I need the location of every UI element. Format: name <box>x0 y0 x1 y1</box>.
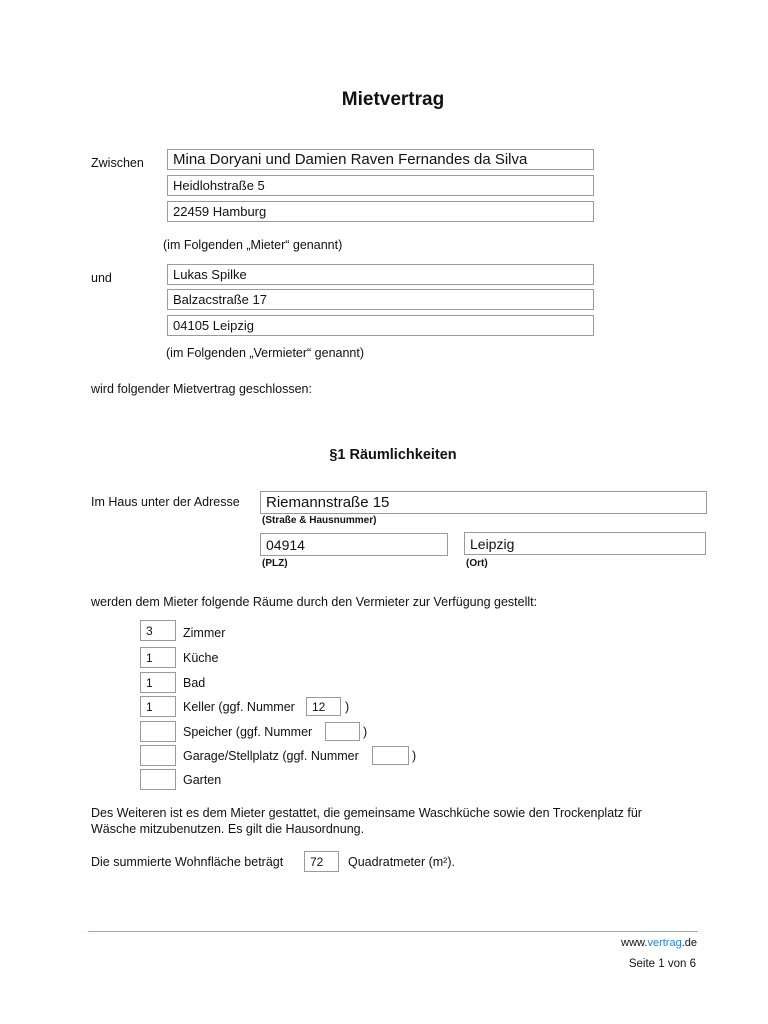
garten-label: Garten <box>183 773 222 787</box>
between-label: Zwischen <box>91 156 144 170</box>
speicher-count-field[interactable] <box>140 721 176 742</box>
speicher-number-field[interactable] <box>325 722 360 741</box>
property-street-field[interactable]: Riemannstraße 15 <box>260 491 707 514</box>
section1-title: §1 Räumlichkeiten <box>329 447 457 463</box>
speicher-close-paren: ) <box>363 725 368 739</box>
keller-number-field[interactable]: 12 <box>306 697 341 716</box>
area-unit: Quadratmeter (m²). <box>348 855 455 869</box>
property-plz-field[interactable]: 04914 <box>260 533 448 556</box>
keller-count-field[interactable]: 1 <box>140 696 176 717</box>
property-city-field[interactable]: Leipzig <box>464 532 706 555</box>
tenant-street-field[interactable]: Heidlohstraße 5 <box>167 175 594 196</box>
footer-link-accent: vertrag <box>647 937 682 949</box>
area-value-field[interactable]: 72 <box>304 851 339 872</box>
landlord-city-field[interactable]: 04105 Leipzig <box>167 315 594 336</box>
laundry-text-line1: Des Weiteren ist es dem Mieter gestattet, die gemeinsame Waschküche sowie den Trockenplatz für <box>91 806 642 820</box>
footer-link-suffix: .de <box>681 937 697 949</box>
tenant-note: (im Folgenden „Mieter“ genannt) <box>163 238 343 252</box>
zimmer-count-field[interactable]: 3 <box>140 620 176 641</box>
kueche-label: Küche <box>183 651 219 665</box>
garage-count-field[interactable] <box>140 745 176 766</box>
rooms-intro: werden dem Mieter folgende Räume durch den Vermieter zur Verfügung gestellt: <box>91 595 538 609</box>
footer-divider <box>88 931 698 932</box>
and-label: und <box>91 271 112 285</box>
bad-label: Bad <box>183 676 206 690</box>
garage-number-field[interactable] <box>372 746 409 765</box>
garage-label: Garage/Stellplatz (ggf. Nummer <box>183 749 359 763</box>
plz-caption: (PLZ) <box>262 558 288 569</box>
speicher-label: Speicher (ggf. Nummer <box>183 725 313 739</box>
area-label: Die summierte Wohnfläche beträgt <box>91 855 284 869</box>
footer-link-prefix: www. <box>621 937 648 949</box>
landlord-note: (im Folgenden „Vermieter“ genannt) <box>166 346 365 360</box>
footer-website-link[interactable] <box>621 937 697 949</box>
landlord-street-field[interactable]: Balzacstraße 17 <box>167 289 594 310</box>
kueche-count-field[interactable]: 1 <box>140 647 176 668</box>
street-caption: (Straße & Hausnummer) <box>262 515 377 526</box>
tenant-city-field[interactable]: 22459 Hamburg <box>167 201 594 222</box>
address-label: Im Haus unter der Adresse <box>91 495 240 509</box>
garten-count-field[interactable] <box>140 769 176 790</box>
zimmer-label: Zimmer <box>183 626 226 640</box>
bad-count-field[interactable]: 1 <box>140 672 176 693</box>
keller-label: Keller (ggf. Nummer <box>183 700 295 714</box>
document-title: Mietvertrag <box>341 89 445 110</box>
landlord-name-field[interactable]: Lukas Spilke <box>167 264 594 285</box>
tenant-name-field[interactable]: Mina Doryani und Damien Raven Fernandes da Silva <box>167 149 594 170</box>
laundry-text-line2: Wäsche mitzubenutzen. Es gilt die Hausordnung. <box>91 822 365 836</box>
garage-close-paren: ) <box>412 749 417 763</box>
city-caption: (Ort) <box>466 558 488 569</box>
keller-close-paren: ) <box>345 700 350 714</box>
page-number: Seite 1 von 6 <box>628 958 696 970</box>
closing-statement: wird folgender Mietvertrag geschlossen: <box>91 382 312 396</box>
